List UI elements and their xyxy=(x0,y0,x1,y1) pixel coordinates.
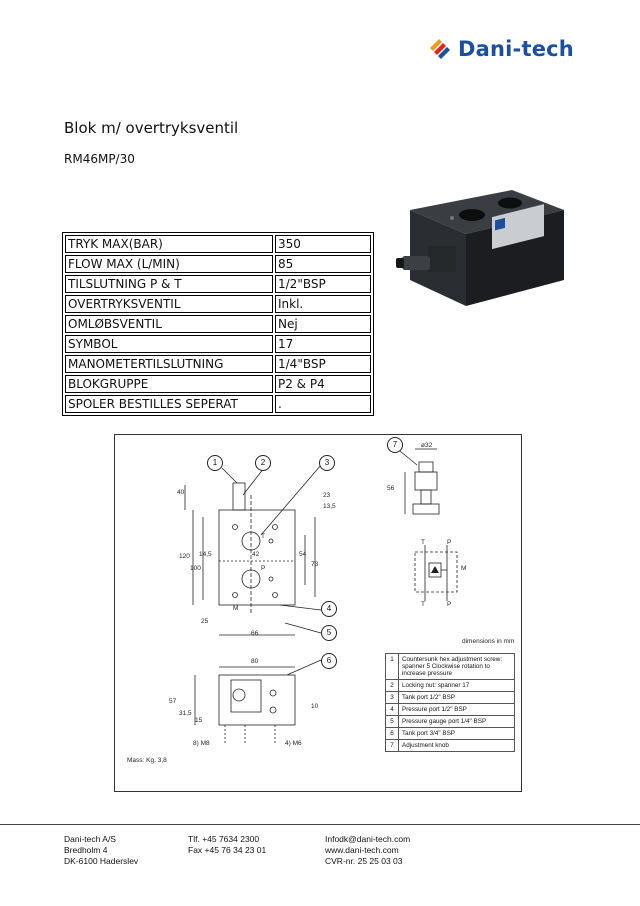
adjustment-screw xyxy=(402,256,430,270)
callout-5: 5 xyxy=(321,625,337,641)
part-number: 3 xyxy=(386,692,399,704)
product-title: Blok m/ overtryksventil xyxy=(64,119,239,137)
symbol-arrow xyxy=(431,566,439,573)
dim-10: 10 xyxy=(311,703,319,710)
spec-value: Nej xyxy=(275,315,371,333)
parts-row xyxy=(386,680,515,692)
spec-row xyxy=(65,375,371,393)
product-photo xyxy=(392,180,572,315)
leader-4 xyxy=(280,605,321,610)
spec-value: 1/2"BSP xyxy=(275,275,371,293)
part-number: 4 xyxy=(386,704,399,716)
spec-key: SPOLER BESTILLES SEPERAT xyxy=(65,395,273,413)
port-hole-1 xyxy=(459,209,485,221)
footer-divider xyxy=(0,824,640,825)
spec-key: MANOMETERTILSLUTNING xyxy=(65,355,273,373)
dim-80: 80 xyxy=(251,658,259,665)
leader-7 xyxy=(400,451,417,465)
port-label-m: M xyxy=(233,605,239,612)
symbol-t-top: T xyxy=(421,539,425,546)
knob-shaft xyxy=(421,490,431,504)
port-hole-2 xyxy=(498,198,522,209)
port-label-t: T xyxy=(261,533,265,540)
bolt-circle xyxy=(233,525,238,530)
part-description: Countersunk hex adjustment screw: spanner 5 Clockwise rotation to increase pressure xyxy=(399,654,515,680)
dim-15: 15 xyxy=(195,717,203,724)
part-description: Tank port 3/4" BSP xyxy=(399,728,515,740)
spec-value: Inkl. xyxy=(275,295,371,313)
spec-row xyxy=(65,235,371,253)
bolt-circle xyxy=(273,593,278,598)
footer-email[interactable]: Infodk@dani-tech.com xyxy=(325,834,411,844)
symbol-m: M xyxy=(461,565,467,572)
logo-mark-icon xyxy=(426,34,456,64)
spec-key: SYMBOL xyxy=(65,335,273,353)
spec-row xyxy=(65,395,371,413)
part-number: 2 xyxy=(386,680,399,692)
spec-key: OVERTRYKSVENTIL xyxy=(65,295,273,313)
footer-tel: Tlf. +45 7634 2300 xyxy=(188,834,260,844)
port-label-p: P xyxy=(261,565,266,572)
bolt-circle xyxy=(233,593,238,598)
spec-row xyxy=(65,355,371,373)
parts-row xyxy=(386,692,515,704)
dim-57: 57 xyxy=(169,698,177,705)
dim-31-5: 31,5 xyxy=(179,710,192,717)
dim-120: 120 xyxy=(179,553,190,560)
dim-56: 56 xyxy=(387,485,395,492)
part-description: Adjustment knob xyxy=(399,740,515,752)
callout-1: 1 xyxy=(207,455,223,471)
bottom-hole xyxy=(270,707,276,713)
spec-key: OMLØBSVENTIL xyxy=(65,315,273,333)
leader-6 xyxy=(287,660,321,675)
mass-note: Mass: Kg. 3,8 xyxy=(127,757,167,764)
dim-42: 42 xyxy=(252,551,260,558)
dim-40: 40 xyxy=(177,489,185,496)
part-number: 5 xyxy=(386,716,399,728)
thread-m8: 8) M8 xyxy=(193,740,210,747)
screw-head xyxy=(396,258,404,268)
spec-row xyxy=(65,295,371,313)
leader-2 xyxy=(243,468,264,495)
spec-value: P2 & P4 xyxy=(275,375,371,393)
footer-website[interactable]: www.dani-tech.com xyxy=(325,845,399,855)
spec-key: FLOW MAX (L/MIN) xyxy=(65,255,273,273)
dim-73: 73 xyxy=(311,561,319,568)
spec-key: TILSLUTNING P & T xyxy=(65,275,273,293)
part-description: Pressure gauge port 1/4" BSP xyxy=(399,716,515,728)
part-number: 7 xyxy=(386,740,399,752)
footer-company-name: Dani-tech A/S xyxy=(64,834,116,844)
footer-company-city: DK-6100 Haderslev xyxy=(64,856,139,866)
spec-value: . xyxy=(275,395,371,413)
part-description: Tank port 1/2" BSP xyxy=(399,692,515,704)
spec-value: 350 xyxy=(275,235,371,253)
spec-value: 1/4"BSP xyxy=(275,355,371,373)
dim-100: 100 xyxy=(190,565,201,572)
spec-row xyxy=(65,315,371,333)
callout-6: 6 xyxy=(321,653,337,669)
technical-drawing xyxy=(114,434,522,792)
dim-23: 23 xyxy=(323,492,331,499)
symbol-t-bottom: T xyxy=(421,601,425,608)
spec-row xyxy=(65,275,371,293)
leader-1 xyxy=(222,468,237,483)
symbol-p-bottom: P xyxy=(447,601,452,608)
spec-row xyxy=(65,335,371,353)
bottom-port xyxy=(233,689,245,701)
pin-circle xyxy=(269,539,273,543)
dim-phi32: ø32 xyxy=(421,442,433,449)
spec-key: TRYK MAX(BAR) xyxy=(65,235,273,253)
dim-25: 25 xyxy=(201,618,209,625)
knob-top xyxy=(419,462,433,472)
valve-body xyxy=(428,246,456,272)
spec-key: BLOKGRUPPE xyxy=(65,375,273,393)
dim-66: 66 xyxy=(251,630,259,637)
footer-fax: Fax +45 76 34 23 01 xyxy=(188,845,267,855)
spec-value: 17 xyxy=(275,335,371,353)
knob-base xyxy=(413,504,439,514)
footer-web xyxy=(325,834,410,867)
parts-row xyxy=(386,654,515,680)
footer-company xyxy=(64,834,138,867)
symbol-p-top: P xyxy=(447,539,452,546)
knob-body xyxy=(415,472,437,490)
bottom-view-block xyxy=(219,675,295,725)
callout-2: 2 xyxy=(255,455,271,471)
parts-row xyxy=(386,740,515,752)
parts-row xyxy=(386,728,515,740)
dim-13-5: 13,5 xyxy=(323,503,336,510)
thread-m6: 4) M6 xyxy=(285,740,302,747)
leader-3 xyxy=(261,465,321,535)
pin-circle xyxy=(269,577,273,581)
part-description: Locking nut: spanner 17 xyxy=(399,680,515,692)
dani-tech-logo xyxy=(426,34,586,68)
front-view-valve xyxy=(233,483,245,510)
parts-row xyxy=(386,716,515,728)
dimensions-note: dimensions in mm xyxy=(462,638,515,645)
footer-phone xyxy=(188,834,266,856)
part-number: 1 xyxy=(386,654,399,680)
part-description: Pressure port 1/2" BSP xyxy=(399,704,515,716)
bolt-circle xyxy=(273,525,278,530)
product-model: RM46MP/30 xyxy=(64,152,135,166)
dim-14-5: 14,5 xyxy=(199,551,212,558)
callout-4: 4 xyxy=(321,601,337,617)
bottom-view-pocket xyxy=(231,680,261,712)
part-number: 6 xyxy=(386,728,399,740)
spec-table xyxy=(62,232,374,416)
dim-54: 54 xyxy=(299,551,307,558)
spec-value: 85 xyxy=(275,255,371,273)
callout-3: 3 xyxy=(319,455,335,471)
leader-5 xyxy=(285,623,321,633)
footer-company-street: Bredholm 4 xyxy=(64,845,108,855)
parts-row xyxy=(386,704,515,716)
parts-table xyxy=(385,653,515,752)
bottom-hole xyxy=(270,690,276,696)
callout-7: 7 xyxy=(387,437,403,453)
footer-cvr: CVR-nr. 25 25 03 03 xyxy=(325,856,403,866)
logo-text: Dani-tech xyxy=(458,37,574,61)
spec-row xyxy=(65,255,371,273)
bolt-hole xyxy=(450,216,454,220)
